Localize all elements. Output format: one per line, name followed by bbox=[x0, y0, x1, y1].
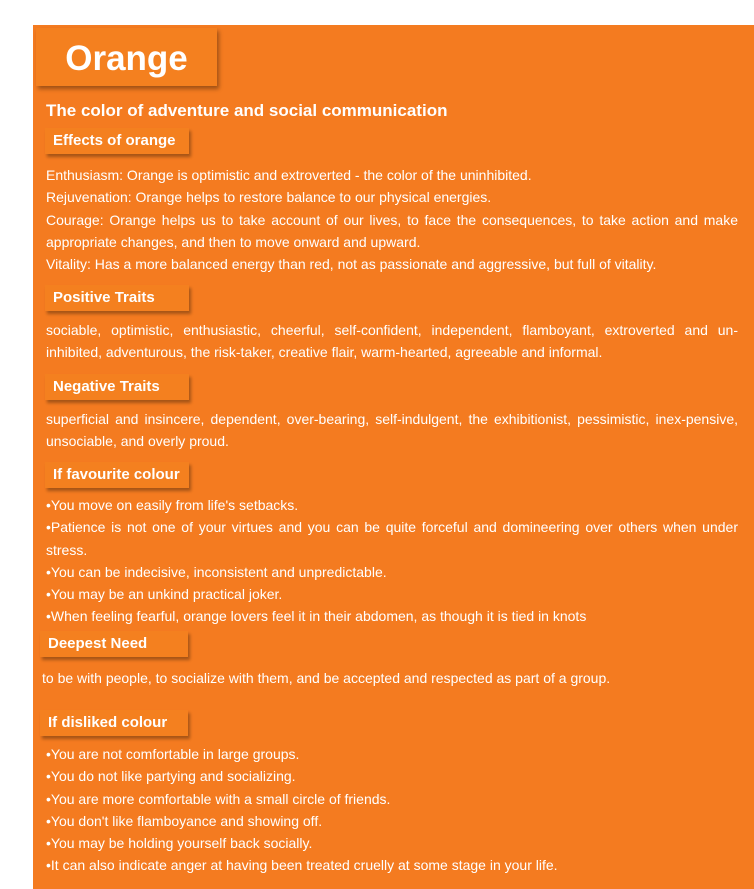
subtitle: The color of adventure and social communication bbox=[46, 101, 448, 120]
effects-line: Rejuvenation: Orange helps to restore balance to our physical energies. bbox=[46, 189, 492, 206]
effects-heading: Effects of orange bbox=[45, 128, 189, 154]
page-title: Orange bbox=[65, 39, 188, 78]
effects-line: Vitality: Has a more balanced energy than red, not as passionate and aggressive, but full of vitality. bbox=[46, 256, 657, 273]
list-item: •You don't like flamboyance and showing off. bbox=[46, 812, 323, 829]
need-text bbox=[42, 667, 734, 689]
positive-traits: sociable, optimistic, enthusiastic, cheerful, self-confident, independent, flamboyant, extroverted and un-inhibited, adventurous, the risk-taker, creative flair, warm-hearted, agreeable and informal. bbox=[46, 322, 738, 361]
negative-traits: superficial and insincere, dependent, over-bearing, self-indulgent, the exhibitionist, pessimistic, inex-pensive, unsociable, and overly proud. bbox=[46, 411, 738, 450]
list-item: •You move on easily from life's setbacks. bbox=[46, 497, 299, 513]
positive-heading: Positive Traits bbox=[45, 285, 189, 311]
list-item: •You do not like partying and socializing. bbox=[46, 768, 296, 785]
list-item: •Patience is not one of your virtues and you can be quite forceful and domineering over others when under stress. bbox=[46, 519, 738, 558]
list-item: •You are more comfortable with a small circle of friends. bbox=[46, 790, 391, 807]
disliked-list bbox=[46, 743, 738, 877]
deepest-need: to be with people, to socialize with them, and be accepted and respected as part of a group. bbox=[42, 670, 611, 686]
effects-text bbox=[46, 164, 738, 275]
list-item: •When feeling fearful, orange lovers feel it in their abdomen, as though it is tied in knots bbox=[46, 608, 587, 625]
effects-line: Courage: Orange helps us to take account of our lives, to face the consequences, to take action and make appropriate changes, and then to move onward and upward. bbox=[46, 211, 738, 250]
positive-text bbox=[46, 319, 738, 364]
negative-text bbox=[46, 408, 738, 453]
list-item: •You may be holding yourself back socially. bbox=[46, 835, 313, 852]
list-item: •It can also indicate anger at having been treated cruelly at some stage in your life. bbox=[46, 857, 558, 874]
favourite-list bbox=[46, 494, 738, 628]
disliked-heading: If disliked colour bbox=[40, 710, 188, 736]
list-item: •You may be an unkind practical joker. bbox=[46, 586, 283, 603]
list-item: •You can be indecisive, inconsistent and unpredictable. bbox=[46, 563, 387, 580]
title-box bbox=[36, 28, 217, 86]
negative-heading: Negative Traits bbox=[45, 374, 189, 400]
favourite-heading: If favourite colour bbox=[45, 462, 189, 488]
list-item: •You are not comfortable in large groups. bbox=[46, 746, 300, 762]
effects-line: Enthusiasm: Orange is optimistic and extroverted - the color of the uninhibited. bbox=[46, 167, 532, 183]
need-heading: Deepest Need bbox=[40, 631, 188, 657]
